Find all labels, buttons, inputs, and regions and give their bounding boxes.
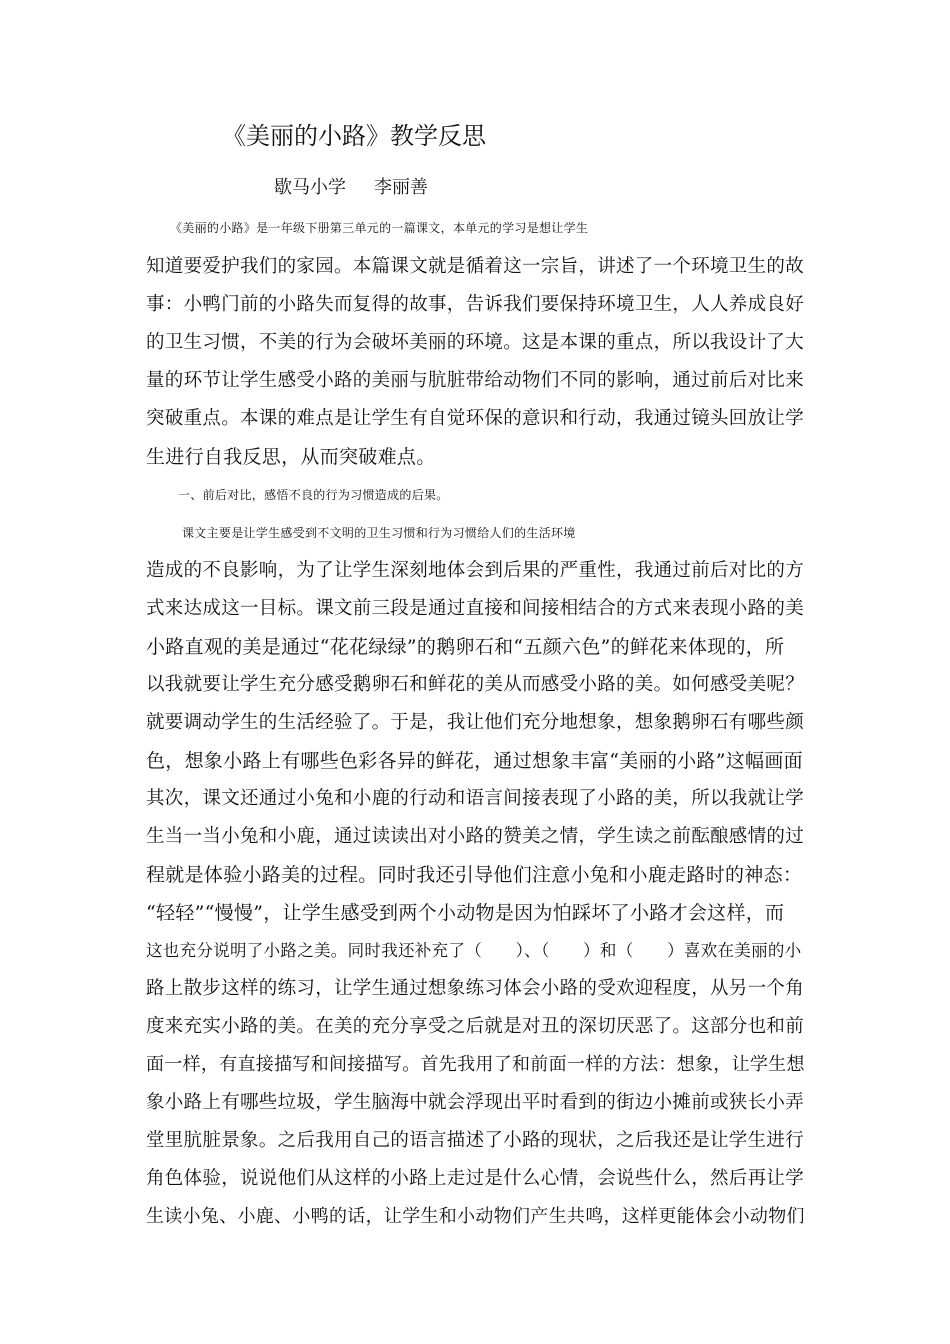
- body-line: 色，想象小路上有哪些色彩各异的鲜花，通过想象丰富“美丽的小路”这幅画面: [146, 750, 803, 772]
- body-line: 生进行自我反思，从而突破难点。: [146, 446, 436, 468]
- body-line: 事：小鸭门前的小路失而复得的故事，告诉我们要保持环境卫生，人人养成良好: [146, 294, 805, 315]
- body-line: 角色体验，说说他们从这样的小路上走过是什么心情，会说些什么，然后再让学: [146, 1168, 805, 1189]
- author-school: 歇马小学: [274, 177, 346, 198]
- author-name: 李丽善: [374, 177, 428, 198]
- body-line: 生读小兔、小鹿、小鸭的话，让学生和小动物们产生共鸣，这样更能体会小动物们: [146, 1206, 805, 1227]
- body-line: 小路直观的美是通过“花花绿绿”的鹅卵石和“五颜六色”的鲜花来体现的，所: [146, 636, 785, 658]
- body-line: “轻轻”“慢慢”，让学生感受到两个小动物是因为怕踩坏了小路才会这样，而: [146, 902, 785, 924]
- body-line: 的卫生习惯，不美的行为会破坏美丽的环境。这是本课的重点，所以我设计了大: [146, 332, 805, 353]
- body-line: 突破重点。本课的难点是让学生有自觉环保的意识和行动，我通过镜头回放让学: [146, 408, 805, 429]
- body-line: 这也充分说明了小路之美。同时我还补充了（ ）、（ ）和（ ）喜欢在美丽的小: [146, 941, 802, 960]
- document-title: 《美丽的小路》教学反思: [222, 122, 486, 150]
- body-line: 路上散步这样的练习，让学生通过想象练习体会小路的受欢迎程度，从另一个角: [146, 978, 805, 999]
- body-line: 度来充实小路的美。在美的充分享受之后就是对丑的深切厌恶了。这部分也和前: [146, 1016, 805, 1037]
- body-line: 其次，课文还通过小兔和小鹿的行动和语言间接表现了小路的美，所以我就让学: [146, 788, 805, 809]
- body-line: 一、前后对比，感悟不良的行为习惯造成的后果。: [178, 488, 449, 502]
- body-line: 象小路上有哪些垃圾，学生脑海中就会浮现出平时看到的街边小摊前或狭长小弄: [146, 1092, 805, 1113]
- author-line: [274, 174, 428, 202]
- body-line: 就要调动学生的生活经验了。于是，我让他们充分地想象，想象鹅卵石有哪些颜: [146, 712, 805, 733]
- body-line: 式来达成这一目标。课文前三段是通过直接和间接相结合的方式来表现小路的美: [146, 598, 805, 619]
- body-line: 知道要爱护我们的家园。本篇课文就是循着这一宗旨，讲述了一个环境卫生的故: [146, 256, 805, 277]
- body-line: 堂里肮脏景象。之后我用自己的语言描述了小路的现状，之后我还是让学生进行: [146, 1130, 805, 1151]
- body-line: 面一样，有直接描写和间接描写。首先我用了和前面一样的方法：想象，让学生想: [146, 1054, 805, 1075]
- body-line: 造成的不良影响，为了让学生深刻地体会到后果的严重性，我通过前后对比的方: [146, 560, 805, 581]
- body-line: 生当一当小兔和小鹿，通过读读出对小路的赞美之情，学生读之前酝酿感情的过: [146, 826, 805, 847]
- body-line: 量的环节让学生感受小路的美丽与肮脏带给动物们不同的影响，通过前后对比来: [146, 370, 805, 391]
- body-line: 课文主要是让学生感受到不文明的卫生习惯和行为习惯给人们的生活环境: [182, 526, 576, 540]
- body-line: 程就是体验小路美的过程。同时我还引导他们注意小兔和小鹿走路时的神态：: [146, 864, 803, 886]
- body-line: 《美丽的小路》是一年级下册第三单元的一篇课文，本单元的学习是想让学生: [170, 221, 589, 235]
- body-line: 以我就要让学生充分感受鹅卵石和鲜花的美从而感受小路的美。如何感受美呢？: [146, 674, 805, 695]
